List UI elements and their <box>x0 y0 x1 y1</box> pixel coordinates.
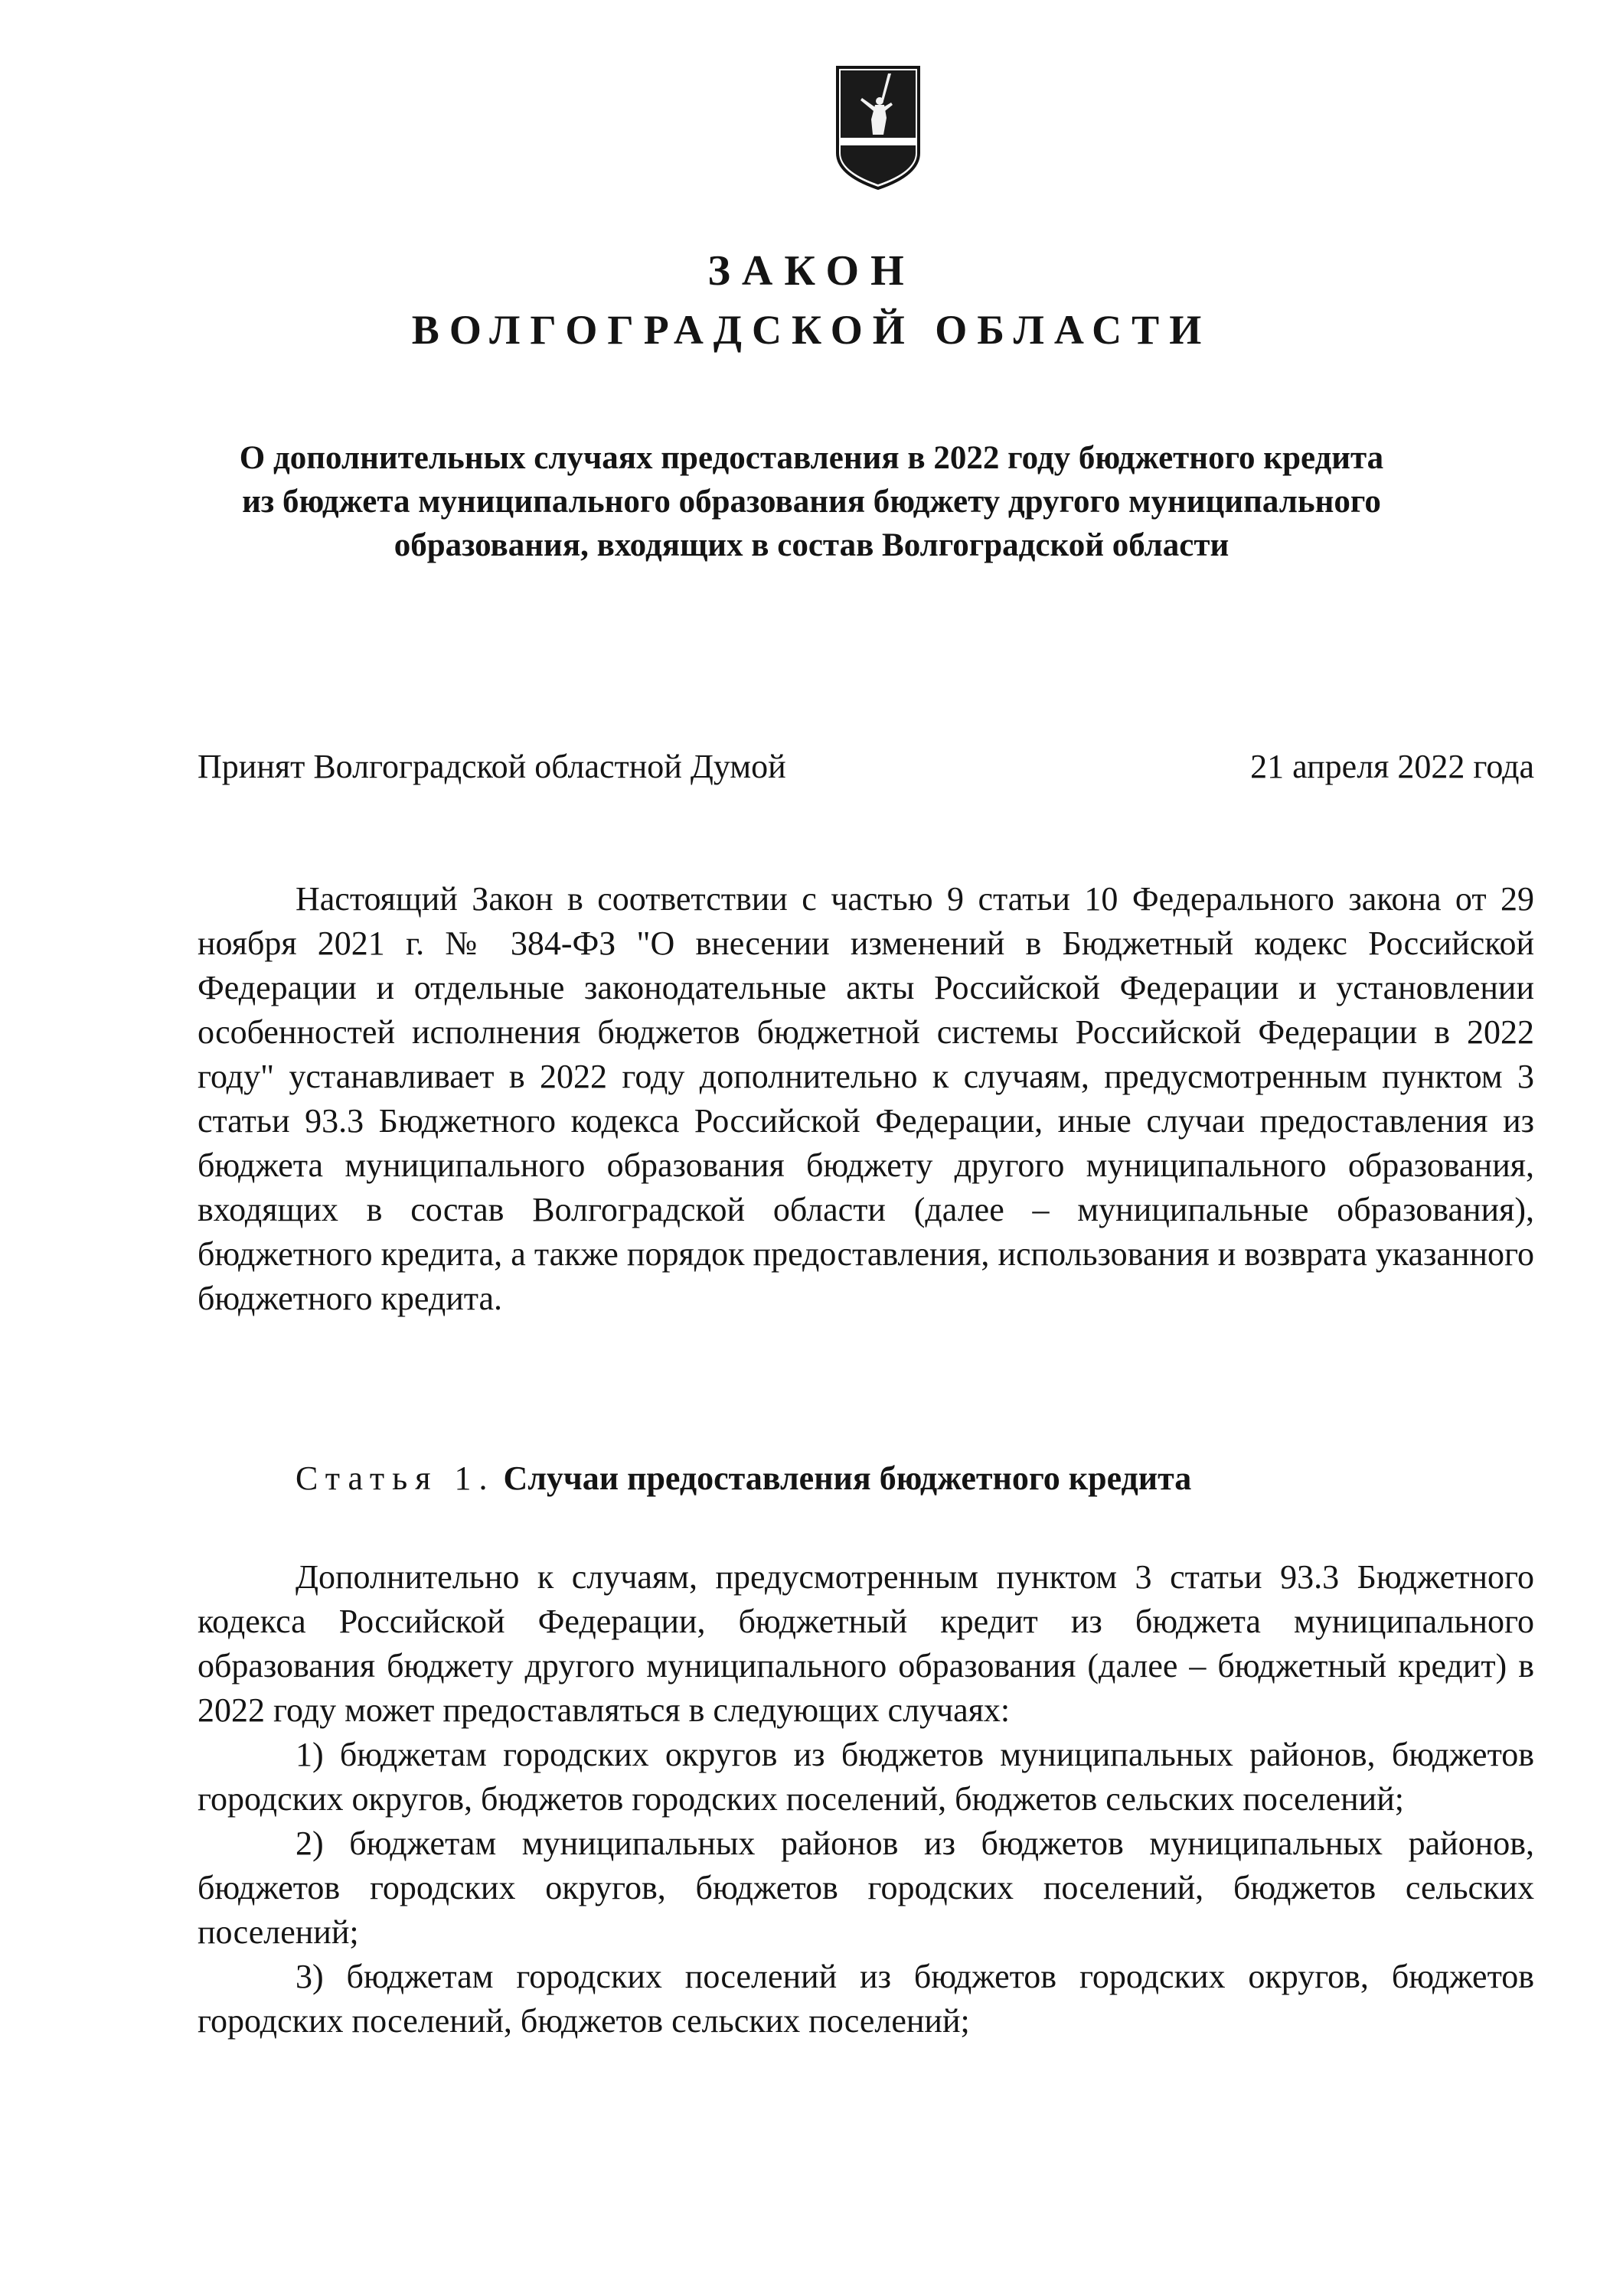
coat-of-arms-graphic <box>833 63 923 191</box>
article-intro-paragraph: Дополнительно к случаям, предусмотренным пунктом 3 статьи 93.3 Бюджетного кодекса Российской Федерации, бюджетный кредит из бюджета муниципального образования бюджету другого муниципального образования (далее – бюджетный кредит) в 2022 году может предоставляться в следующих случаях: <box>198 1558 1534 1729</box>
list-item: 1) бюджетам городских округов из бюджетов муниципальных районов, бюджетов городских округов, бюджетов городских поселений, бюджетов сельских поселений; <box>198 1736 1534 1818</box>
volgograd-coat-of-arms-icon <box>833 63 923 191</box>
list-item: 3) бюджетам городских поселений из бюджетов городских округов, бюджетов городских поселений, бюджетов сельских поселений; <box>198 1958 1534 2040</box>
law-title: О дополнительных случаях предоставления в 2022 году бюджетного кредита из бюджета муниципального образования бюджету другого муниципального образования, входящих в состав Волгоградской области <box>239 440 1384 563</box>
article-label: Статья 1. <box>296 1459 495 1497</box>
article-1-heading <box>296 1459 1191 1498</box>
article-title: Случаи предоставления бюджетного кредита <box>503 1459 1192 1497</box>
region-heading: ВОЛГОГРАДСКОЙ ОБЛАСТИ <box>411 307 1212 353</box>
article-1-body <box>198 1555 1534 2043</box>
adoption-date: 21 апреля 2022 года <box>1250 748 1534 785</box>
preamble-paragraph: Настоящий Закон в соответствии с частью 9 статьи 10 Федерального закона от 29 ноября 2021 г. № 384-ФЗ "О внесении изменений в Бюджетный кодекс Российской Федерации и отдельные законодательные акты Российской Федерации и установлении особенностей исполнения бюджетов бюджетной системы Российской Федерации в 2022 году" устанавливает в 2022 году дополнительно к случаям, предусмотренным пунктом 3 статьи 93.3 Бюджетного кодекса Российской Федерации, иные случаи предоставления из бюджета муниципального образования бюджету другого муниципального образования, входящих в состав Волгоградской области (далее – муниципальные образования), бюджетного кредита, а также порядок предоставления, использования и возврата указанного бюджетного кредита. <box>198 880 1534 1317</box>
list-item: 2) бюджетам муниципальных районов из бюджетов муниципальных районов, бюджетов городских округов, бюджетов городских поселений, бюджетов сельских поселений; <box>198 1825 1534 1951</box>
adopted-by: Принят Волгоградской областной Думой <box>198 748 786 785</box>
preamble-section <box>198 877 1534 1321</box>
law-heading: ЗАКОН <box>707 247 916 295</box>
